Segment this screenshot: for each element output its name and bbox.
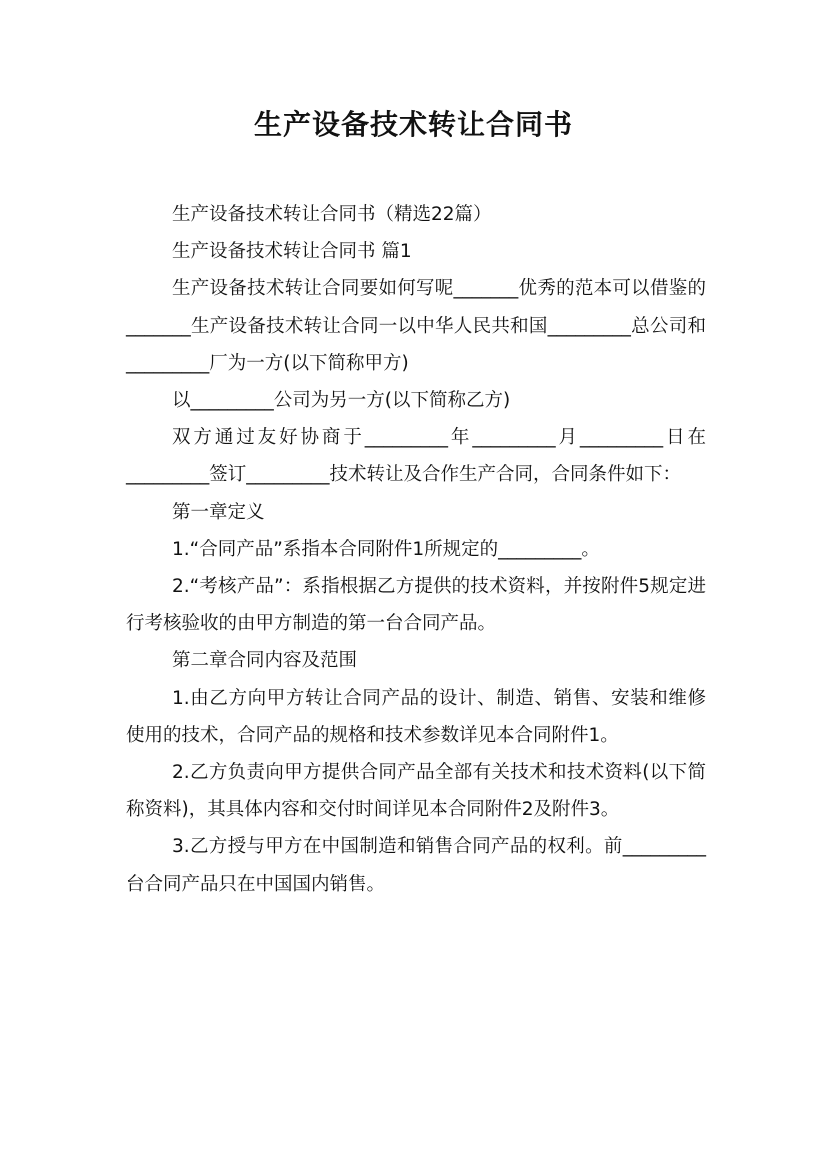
paragraph-clause-2-2: 2.乙方负责向甲方提供合同产品全部有关技术和技术资料(以下简称资料)，其具体内容和交付时间详见本合同附件2及附件3。 bbox=[126, 762, 706, 821]
paragraph-chapter-2-heading: 第二章合同内容及范围 bbox=[172, 650, 358, 672]
paragraph-subtitle: 生产设备技术转让合同书（精选22篇） bbox=[172, 204, 492, 225]
paragraph-clause-2-1: 1.由乙方向甲方转让合同产品的设计、制造、销售、安装和维修使用的技术，合同产品的规格和技术参数详见本合同附件1。 bbox=[126, 687, 706, 746]
paragraph-signing: 双方通过友好协商于_________年_________月_________日在_________签订_________技术转让及合作生产合同，合同条件如下： bbox=[126, 427, 706, 486]
paragraph-clause-1-2: 2.“考核产品”：系指根据乙方提供的技术资料，并按附件5规定进行考核验收的由甲方制造的第一台合同产品。 bbox=[126, 576, 706, 635]
paragraph-clause-2-3: 3.乙方授与甲方在中国制造和销售合同产品的权利。前_________台合同产品只在中国国内销售。 bbox=[126, 836, 706, 895]
paragraph-chapter-1-heading: 第一章定义 bbox=[172, 501, 265, 523]
paragraph-party-b: 以_________公司为另一方(以下简称乙方) bbox=[172, 390, 511, 412]
paragraph-section-heading: 生产设备技术转让合同书 篇1 bbox=[172, 241, 412, 263]
document-body bbox=[126, 196, 706, 903]
paragraph-clause-1-1: 1.“合同产品”系指本合同附件1所规定的_________。 bbox=[172, 538, 600, 560]
document-title: 生产设备技术转让合同书 bbox=[253, 108, 573, 141]
paragraph-intro: 生产设备技术转让合同要如何写呢_______优秀的范本可以借鉴的_______生产设备技术转让合同一以中华人民共和国_________总公司和_________厂为一方(以下简称甲方) bbox=[126, 278, 706, 374]
